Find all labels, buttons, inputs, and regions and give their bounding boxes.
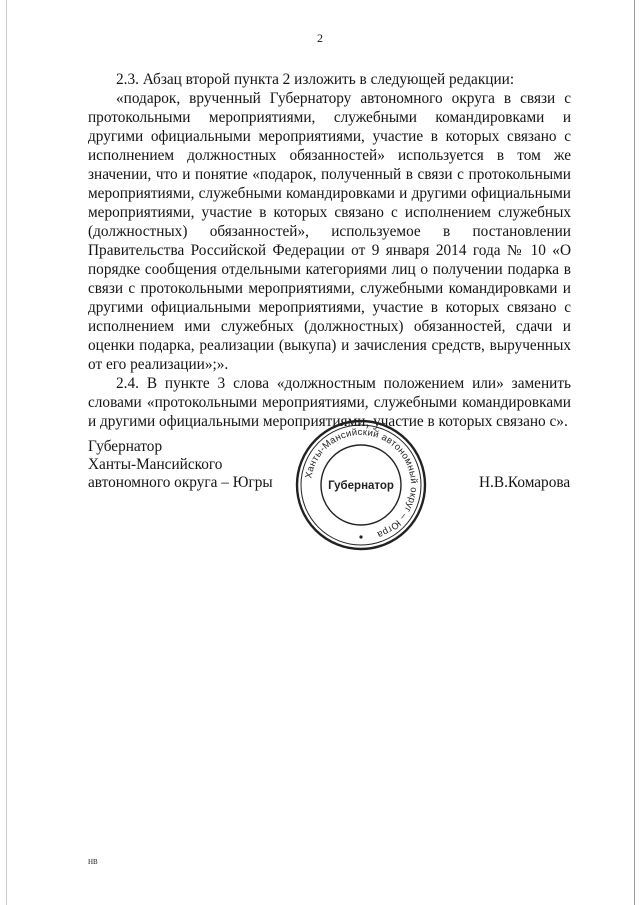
paragraph-2-3-text: «подарок, врученный Губернатору автономного округа в связи с протокольными мероприятиями, служебными командировками и другими официальными мероприятиями, участие в которых связано с исполнением должностных обязанностей» используется в том же значении, что и понятие «подарок, полученный в связи с протокольными мероприятиями, служебными командировками и другими официальными мероприятиями, участие в которых связано с исполнением служебных (должностных) обязанностей», используемое в постановлении Правительства Российской Федерации от 9 января 2014 года № 10 «О порядке сообщения отдельными категориями лиц о получении подарка в связи с протокольными мероприятиями, служебными командировками и другими официальными мероприятиями, участие в которых связано с исполнением ими служебных (должностных) обязанностей, сдачи и оценки подарка, реализации (выкупа) и зачисления средств, вырученных от его реализации»;». <box>88 90 571 373</box>
scan-edge-right <box>634 0 635 905</box>
seal-ring-text: Ханты-Мансийский автономный округ – Югра <box>303 426 420 541</box>
scan-edge-left <box>6 0 7 905</box>
paragraph-2-4: 2.4. В пункте 3 слова «должностным положением или» заменить словами «протокольными мероприятиями, служебными командировками и другими официальными мероприятиями, участие в которых связано с». <box>88 375 571 430</box>
official-seal <box>294 418 428 552</box>
signatory-name: Н.В.Комарова <box>479 474 571 491</box>
position-line: Губернатор <box>88 438 163 455</box>
footer-code: HB <box>88 858 98 866</box>
paragraph-2-3-heading: 2.3. Абзац второй пункта 2 изложить в следующей редакции: <box>116 71 515 88</box>
position-line: Ханты-Мансийского <box>88 456 223 473</box>
page-number: 2 <box>317 31 323 45</box>
position-line: автономного округа – Югры <box>88 474 273 491</box>
seal-center-text: Губернатор <box>328 480 394 492</box>
document-body <box>88 70 571 431</box>
signatory-position <box>88 438 273 492</box>
